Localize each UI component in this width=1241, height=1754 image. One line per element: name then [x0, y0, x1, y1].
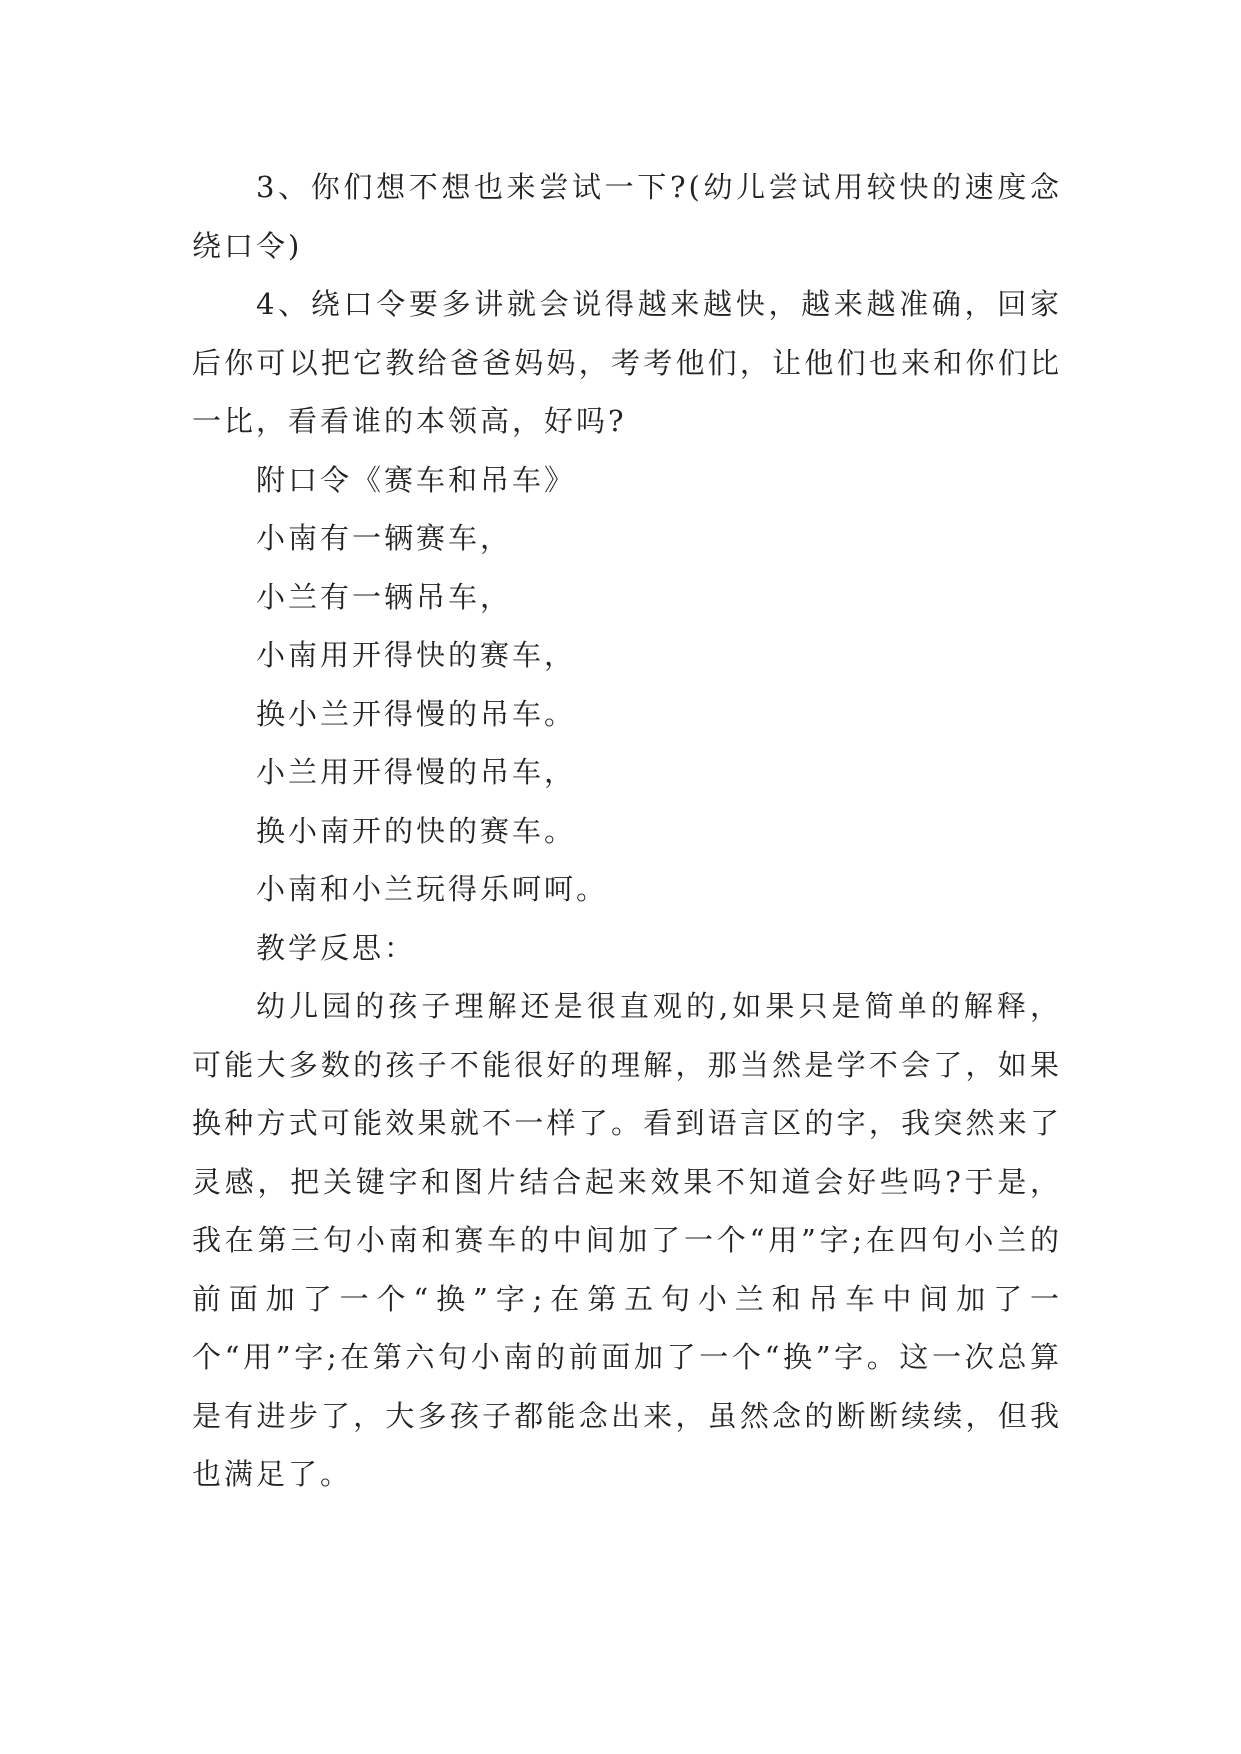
poem-line-2: 小兰有一辆吊车， — [256, 579, 513, 614]
reflection-body: 幼儿园的孩子理解还是很直观的,如果只是简单的解释，可能大多数的孩子不能很好的理解，那当然是学不会了，如果换种方式可能效果就不一样了。看到语言区的字，我突然来了灵感，把关键字和图片结合起来效果不知道会好些吗?于是，我在第三句小南和赛车的中间加了一个“用”字;在四句小兰的前面加了一个“换”字;在第五句小兰和吊车中间加了一个“用”字;在第六句小南的前面加了一个“换”字。这一次总算是有进步了，大多孩子都能念出来，虽然念的断断续续，但我也满足了。 — [192, 989, 1062, 1491]
paragraph-step-3: 3、你们想不想也来尝试一下?(幼儿尝试用较快的速度念绕口令) — [192, 170, 1062, 263]
document-body — [192, 158, 1062, 1504]
poem-line-3: 小南用开得快的赛车， — [256, 638, 577, 672]
poem-line-1: 小南有一辆赛车， — [256, 521, 513, 555]
poem-line-4: 换小兰开得慢的吊车。 — [256, 696, 577, 731]
poem-line-6: 换小南开的快的赛车。 — [256, 813, 577, 848]
reflection-heading: 教学反思： — [256, 930, 417, 965]
poem-line-7: 小南和小兰玩得乐呵呵。 — [256, 872, 609, 906]
poem-title: 附口令《赛车和吊车》 — [256, 462, 577, 497]
paragraph-step-4: 4、绕口令要多讲就会说得越来越快，越来越准确，回家后你可以把它教给爸爸妈妈，考考他们，让他们也来和你们比一比，看看谁的本领高，好吗? — [192, 287, 1062, 438]
poem-line-5: 小兰用开得慢的吊车， — [256, 755, 577, 789]
